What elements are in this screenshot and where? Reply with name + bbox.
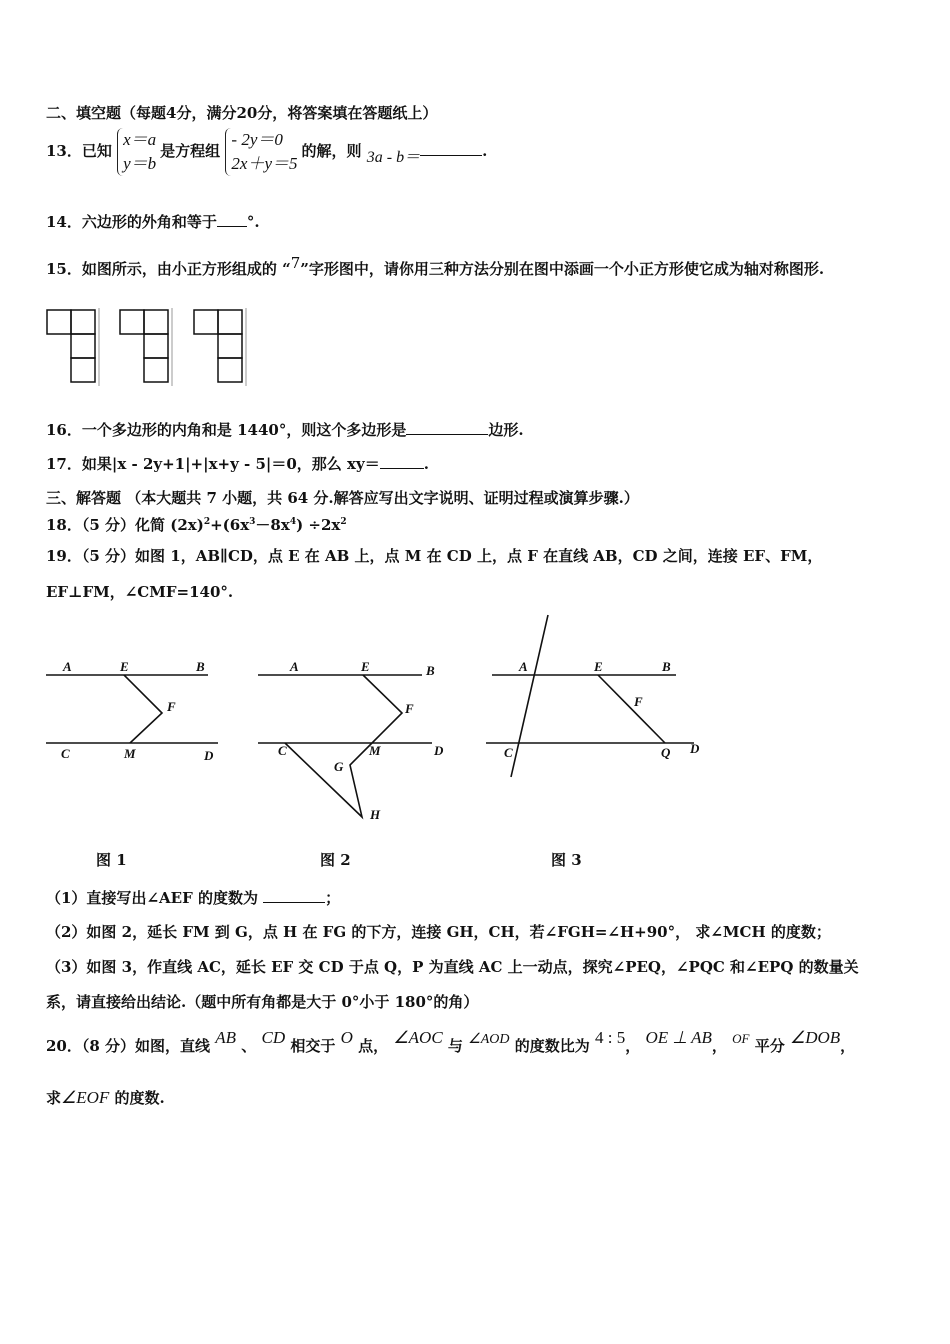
q14-answer-blank xyxy=(217,212,247,227)
question-20-line-2 xyxy=(46,1088,165,1108)
q20-comma: ， xyxy=(625,1037,641,1055)
fig3-label-A: A xyxy=(519,659,528,674)
q19-line-2: EF⊥FM，∠CMF=140°. xyxy=(46,583,234,601)
q20-t4: 的度数比为 xyxy=(514,1037,590,1055)
fig2-label-M: M xyxy=(369,743,381,758)
q20-line-ab: AB xyxy=(215,1028,237,1047)
fig1-label-D: D xyxy=(204,748,214,763)
q19-sub-3-line1: （3）如图 3，作直线 AC，延长 EF 交 CD 于点 Q，P 为直线 AC 上一动点，探究∠PEQ，∠PQC 和∠EPQ 的数量关 xyxy=(46,958,859,976)
q20-line-cd: CD xyxy=(261,1028,286,1047)
fig3-label-D: D xyxy=(690,741,700,756)
fig1-label-B: B xyxy=(196,659,205,674)
fig2-label-H: H xyxy=(370,807,381,822)
q20-angle-aoc: ∠AOC xyxy=(393,1028,443,1047)
fig2-label-E: E xyxy=(361,659,370,674)
q18-power-3: 4 xyxy=(289,517,297,527)
fig2-label-B: B xyxy=(426,663,435,678)
q13-sys2-line2: 2x＋y＝5 xyxy=(231,154,298,173)
fig3-label-Q: Q xyxy=(661,745,671,760)
q18-pre: 18．（5 分）化简 (2x) xyxy=(46,516,204,534)
q20-sep: 、 xyxy=(241,1037,257,1055)
q19-sub1-tail: ； xyxy=(325,889,341,907)
fig2-label-G: G xyxy=(334,759,344,774)
q13-tail-text: 的解，则 xyxy=(301,142,362,160)
figure-1-caption: 图 1 xyxy=(96,851,127,869)
question-14 xyxy=(46,212,260,232)
grid-figure-1 xyxy=(47,310,95,382)
q20-point-o: O xyxy=(340,1028,353,1047)
fig2-label-C: C xyxy=(278,743,287,758)
question-15 xyxy=(46,254,825,279)
fig2-label-F: F xyxy=(405,701,414,716)
q20-angle-eof: ∠EOF xyxy=(61,1088,110,1107)
q15-pre: 15．如图所示，由小正方形组成的 “ xyxy=(46,260,291,278)
q13-sys2-line1: - 2y＝0 xyxy=(231,130,283,149)
fig1-label-A: A xyxy=(63,659,72,674)
fig3-label-F: F xyxy=(634,694,643,709)
fig1-label-F: F xyxy=(167,699,176,714)
grid-figure-3 xyxy=(194,310,242,382)
q20-t2: 点， xyxy=(358,1037,389,1055)
question-13: 13．已知 x＝a y＝b是方程组 - 2y＝0 2x＋y＝5的解，则 3a - b＝ . xyxy=(46,128,487,176)
q20-line2-pre: 求 xyxy=(46,1089,62,1107)
figure-1-diagram xyxy=(46,675,218,743)
q19-sub-1 xyxy=(46,888,340,908)
q14-text: 14．六边形的外角和等于 xyxy=(46,213,217,231)
q17-answer-blank xyxy=(380,454,424,469)
q13-middle-text: 是方程组 xyxy=(160,142,221,160)
q20-pre: 20．（8 分）如图，直线 xyxy=(46,1037,211,1055)
fig3-label-C: C xyxy=(504,745,513,760)
q16-text: 16．一个多边形的内角和是 1440°，则这个多边形是 xyxy=(46,421,407,439)
fig2-label-A: A xyxy=(290,659,299,674)
q16-tail: 边形. xyxy=(488,421,524,439)
q13-answer-blank xyxy=(420,141,482,156)
q20-line2-tail: 的度数. xyxy=(114,1089,165,1107)
q13-sys1-line2: y＝b xyxy=(123,154,157,173)
section-2-title: 二、填空题（每题4分，满分20分，将答案填在答题纸上） xyxy=(46,104,438,122)
q18-power-2: 3 xyxy=(249,517,256,527)
fig1-label-M: M xyxy=(124,746,136,761)
question-18 xyxy=(46,512,347,535)
q17-tail: . xyxy=(423,455,429,473)
q13-equation-system xyxy=(225,128,301,176)
q19-sub1-blank xyxy=(263,888,325,903)
section-3-title: 三、解答题 （本大题共 7 小题，共 64 分.解答应写出文字说明、证明过程或演算步骤.） xyxy=(46,489,639,507)
q16-answer-blank xyxy=(406,420,488,435)
q18-mid2: －8x xyxy=(255,516,290,534)
q19-line-1: 19．（5 分）如图 1，AB∥CD，点 E 在 AB 上，点 M 在 CD 上，点 F 在直线 AB，CD 之间，连接 EF、FM， xyxy=(46,547,823,565)
q20-angle-dob: ∠DOB xyxy=(789,1028,841,1047)
q13-solution-system xyxy=(117,128,160,176)
q15-post: ”字形图中，请你用三种方法分别在图中添画一个小正方形使它成为轴对称图形. xyxy=(300,260,825,278)
q18-power-4: 2 xyxy=(340,517,347,527)
q13-sys1-line1: x＝a xyxy=(123,130,157,149)
q15-grid-figures xyxy=(0,300,300,392)
q14-unit: °. xyxy=(246,213,260,231)
q19-sub-3-line2: 系，请直接给出结论.（题中所有角都是大于 0°小于 180°的角） xyxy=(46,993,479,1011)
grid-figure-2 xyxy=(120,310,168,382)
q20-of: OF xyxy=(732,1031,750,1046)
question-16 xyxy=(46,420,524,440)
q19-sub-2: （2）如图 2，延长 FM 到 G，点 H 在 FG 的下方，连接 GH，CH，若∠FGH=∠H+90°， 求∠MCH 的度数； xyxy=(46,923,831,941)
fig1-label-E: E xyxy=(120,659,129,674)
q20-t3: 与 xyxy=(447,1037,463,1055)
q18-power-1: 2 xyxy=(203,517,211,527)
question-20 xyxy=(46,1028,856,1058)
q20-oe-perp-ab: OE ⊥ AB xyxy=(645,1028,712,1047)
figure-3-caption: 图 3 xyxy=(551,851,582,869)
q18-mid3: ) ÷2x xyxy=(296,516,341,534)
q20-t1: 相交于 xyxy=(290,1037,336,1055)
fig3-label-B: B xyxy=(662,659,671,674)
q20-comma3: ， xyxy=(840,1037,856,1055)
q20-angle-aod: ∠AOD xyxy=(468,1032,510,1047)
fig1-label-C: C xyxy=(61,746,70,761)
q13-number: 13．已知 xyxy=(46,142,112,160)
q15-digit: 7 xyxy=(290,254,301,272)
figure-2-caption: 图 2 xyxy=(320,851,351,869)
q18-mid: +(6x xyxy=(210,516,250,534)
fig3-label-E: E xyxy=(594,659,603,674)
q20-comma2: ， xyxy=(711,1037,727,1055)
q20-ratio: 4 : 5 xyxy=(594,1028,626,1047)
fig2-label-D: D xyxy=(434,743,444,758)
q13-expression: 3a - b＝ xyxy=(366,149,421,166)
q20-t5: 平分 xyxy=(754,1037,785,1055)
q19-sub1-text: （1）直接写出∠AEF 的度数为 xyxy=(46,889,264,907)
question-17 xyxy=(46,454,429,474)
q17-text: 17．如果|x - 2y+1|+|x+y - 5|＝0，那么 xy＝ xyxy=(46,455,380,473)
q19-figures xyxy=(0,605,720,835)
